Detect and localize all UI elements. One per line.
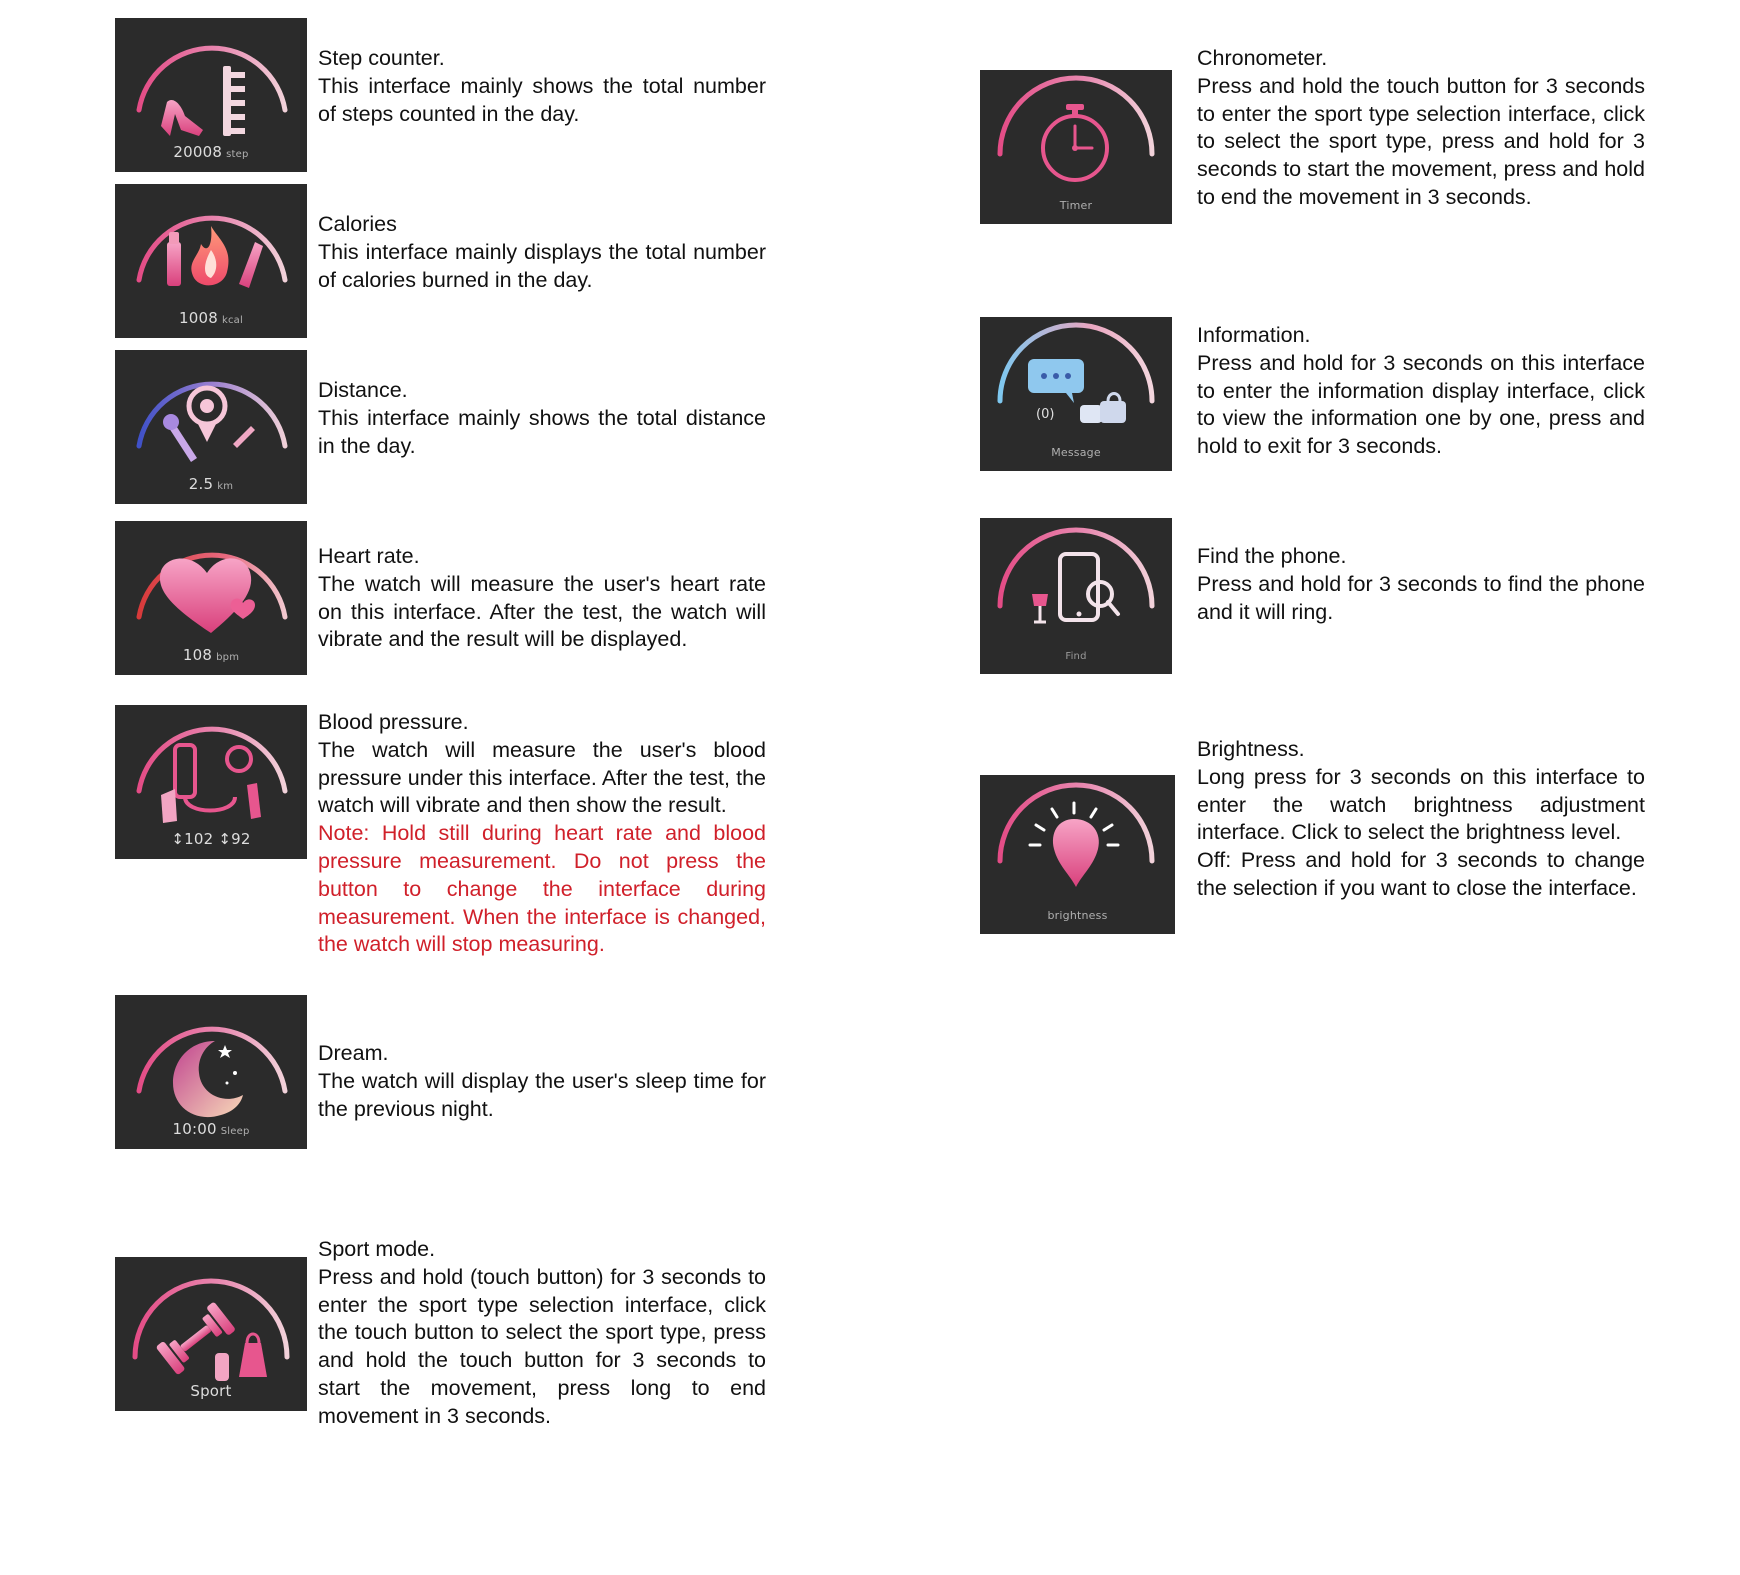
distance-readout: 2.5 km: [188, 475, 234, 493]
sport-readout: Sport: [190, 1382, 232, 1400]
step-body: This interface mainly shows the total number of steps counted in the day.: [318, 73, 766, 126]
calories-body: This interface mainly displays the total number of calories burned in the day.: [318, 239, 766, 292]
find-readout: Find: [1065, 651, 1087, 662]
dream-body: The watch will display the user's sleep time for the previous night.: [318, 1068, 766, 1121]
watch-screen-message: [980, 317, 1172, 471]
blood-description: [318, 709, 766, 959]
blood-readout: ↕102 ↕92: [171, 830, 251, 848]
distance-description: [318, 377, 766, 460]
information-description: [1197, 322, 1645, 461]
sport-description: [318, 1236, 766, 1431]
watch-screen-heart: [115, 521, 307, 675]
information-title: Information.: [1197, 323, 1311, 347]
find-title: Find the phone.: [1197, 544, 1347, 568]
sport-title: Sport mode.: [318, 1237, 436, 1261]
distance-body: This interface mainly shows the total distance in the day.: [318, 405, 766, 458]
step-description: [318, 45, 766, 128]
timer-readout: Timer: [1059, 199, 1093, 212]
find-description: [1197, 543, 1645, 626]
sport-body: Press and hold (touch button) for 3 seconds to enter the sport type selection interface, click the touch button to select the sport type, press and hold the touch button for 3 seconds to start the movement, press long to end movement in 3 seconds.: [318, 1264, 766, 1428]
watch-screen-sport: [115, 1257, 307, 1411]
calories-readout: 1008 kcal: [179, 309, 243, 327]
dream-description: [318, 1040, 766, 1123]
watch-screen-distance: [115, 350, 307, 504]
watch-screen-find: [980, 518, 1172, 674]
watch-screen-dream: [115, 995, 307, 1149]
blood-note: Note: Hold still during heart rate and blood pressure measurement. Do not press the button to change the interface during measurement. When the interface is changed, the watch will stop measuring.: [318, 821, 766, 957]
brightness-description: [1197, 736, 1645, 903]
brightness-title: Brightness.: [1197, 737, 1305, 761]
calories-description: [318, 211, 766, 294]
calories-title: Calories: [318, 212, 397, 236]
blood-title: Blood pressure.: [318, 710, 469, 734]
dream-readout: 10:00 Sleep: [172, 1120, 250, 1138]
find-body: Press and hold for 3 seconds to find the phone and it will ring.: [1197, 571, 1645, 624]
heart-body: The watch will measure the user's heart rate on this interface. After the test, the watch will vibrate and the result will be displayed.: [318, 571, 766, 652]
step-title: Step counter.: [318, 46, 445, 70]
chronometer-description: [1197, 45, 1645, 212]
message-readout: Message: [1051, 446, 1101, 459]
heart-description: [318, 543, 766, 654]
chronometer-body: Press and hold the touch button for 3 seconds to enter the sport type selection interface, click to select the sport type, press and hold for 3 seconds to start the movement, press and hold to end the movement in 3 seconds.: [1197, 73, 1645, 209]
brightness-readout: brightness: [1047, 909, 1108, 922]
chronometer-title: Chronometer.: [1197, 46, 1328, 70]
watch-screen-brightness: [980, 775, 1175, 934]
heart-title: Heart rate.: [318, 544, 420, 568]
watch-screen-timer: [980, 70, 1172, 224]
watch-screen-calories: [115, 184, 307, 338]
information-body: Press and hold for 3 seconds on this interface to enter the information display interface, click to view the information one by one, press and hold to exit for 3 seconds.: [1197, 350, 1645, 459]
watch-screen-step: [115, 18, 307, 172]
distance-title: Distance.: [318, 378, 408, 402]
blood-body: The watch will measure the user's blood pressure under this interface. After the test, the watch will vibrate and then show the result.: [318, 737, 766, 818]
watch-screen-blood: [115, 705, 307, 859]
brightness-body: Long press for 3 seconds on this interface to enter the watch brightness adjustment interface. Click to select the brightness level.: [1197, 764, 1645, 845]
message-count: (0): [1036, 407, 1055, 422]
brightness-off-body: Off: Press and hold for 3 seconds to change the selection if you want to close the interface.: [1197, 848, 1645, 900]
dream-title: Dream.: [318, 1041, 389, 1065]
step-readout: 20008 step: [173, 143, 249, 161]
heart-readout: 108 bpm: [182, 646, 240, 664]
